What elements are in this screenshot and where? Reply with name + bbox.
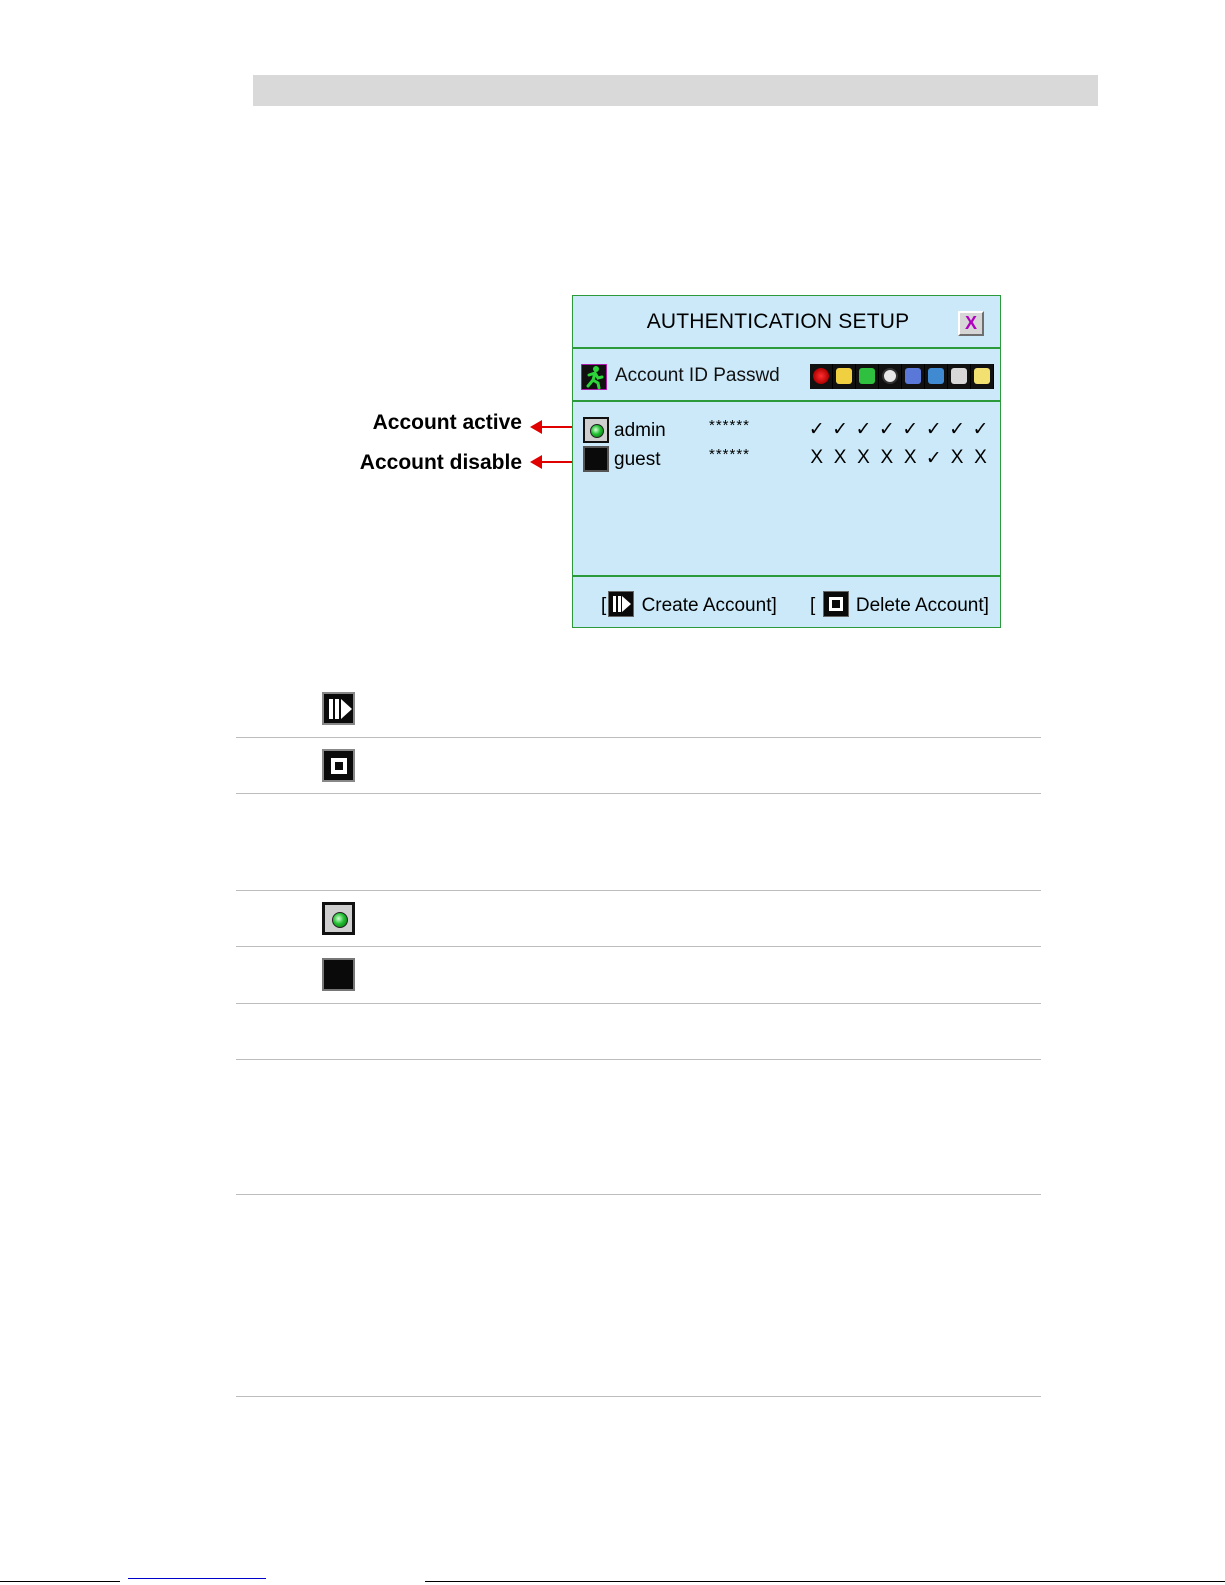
stop-key-icon [823,591,849,617]
permission-mark: ✓ [925,448,942,469]
delete-account-label: Delete Account] [855,595,989,616]
account-permissions [805,447,995,470]
permission-mark: ✓ [972,419,989,440]
dialog-divider [573,347,1000,349]
footer-link-underline [128,1578,266,1579]
account-row-guest[interactable] [581,446,993,472]
dialog-divider [573,400,1000,402]
bracket-open: [ [601,595,607,616]
create-account-button[interactable] [601,591,777,617]
user-runner-icon [581,364,607,390]
permission-mark: X [810,447,824,468]
permission-mark: X [974,447,987,468]
permission-mark: ✓ [902,419,919,440]
record-icon [810,364,833,389]
permission-mark: X [833,447,847,468]
permission-mark: X [880,447,894,468]
audio-icon [948,364,971,389]
permission-mark: ✓ [808,419,825,440]
table-divider [236,1396,1041,1397]
play-icon [856,364,879,389]
callout-account-active: Account active [372,411,522,434]
permission-mark: X [903,447,917,468]
permission-icons [810,364,996,389]
table-divider [236,1194,1041,1195]
account-disabled-legend-icon [322,958,355,991]
column-header: Account ID Passwd [615,365,780,386]
table-divider [236,1059,1041,1060]
account-password: ****** [709,417,751,434]
close-button[interactable]: X [958,311,984,336]
authentication-setup-dialog [572,295,1001,628]
callout-account-disable: Account disable [359,451,522,474]
permission-mark: X [950,447,964,468]
table-divider [236,890,1041,891]
account-row-admin[interactable] [581,417,993,443]
dialog-title: AUTHENTICATION SETUP [646,310,910,333]
section-header-bar [253,75,1098,106]
dialog-divider [573,575,1000,577]
permission-mark: ✓ [878,419,895,440]
account-active-icon[interactable] [583,417,609,443]
book-icon [833,364,856,389]
account-permissions [805,418,995,441]
ptz-icon [971,364,994,389]
permission-mark: ✓ [855,419,872,440]
table-divider [236,1003,1041,1004]
account-id: guest [614,449,661,470]
permission-mark: X [857,447,870,468]
footer-rule [425,1581,1225,1582]
table-divider [236,737,1041,738]
card-icon [902,364,925,389]
table-divider [236,946,1041,947]
account-active-legend-icon [322,902,355,935]
account-id: admin [614,420,666,441]
permission-mark: ✓ [832,419,849,440]
delete-account-button[interactable] [810,591,989,617]
footer-rule [0,1581,120,1582]
table-divider [236,793,1041,794]
search-icon [879,364,902,389]
permission-mark: ✓ [949,419,965,440]
account-disabled-icon[interactable] [583,446,609,472]
create-account-label: Create Account] [641,595,777,616]
network-icon [925,364,948,389]
create-key-legend-icon [322,692,355,725]
permission-mark: ✓ [925,419,942,440]
delete-key-legend-icon [322,749,355,782]
bracket-open: [ [810,595,816,616]
account-password: ****** [709,446,751,463]
play-key-icon [608,591,634,617]
